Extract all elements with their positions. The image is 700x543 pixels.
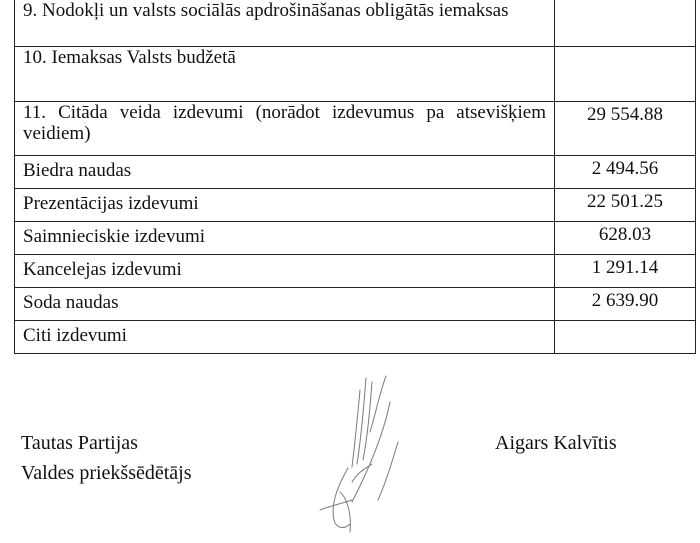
row-label-office: Kancelejas izdevumi <box>15 255 555 288</box>
table-row <box>15 189 696 222</box>
signatory-position: Valdes priekšsēdētājs <box>21 462 192 484</box>
table-row <box>15 321 696 354</box>
row-label-taxes: 9. Nodokļi un valsts sociālās apdrošināšanas obligātās iemaksas <box>15 0 555 47</box>
row-label-membership-fees: Biedra naudas <box>15 156 555 189</box>
row-value-other <box>555 321 696 354</box>
row-value-membership-fees: 2 494.56 <box>555 156 696 189</box>
handwritten-signature <box>300 372 420 537</box>
table-row <box>15 222 696 255</box>
row-value-other-expenses: 29 554.88 <box>555 102 696 156</box>
row-value-fines: 2 639.90 <box>555 288 696 321</box>
signatory-organization: Tautas Partijas <box>21 432 138 454</box>
signatory-name: Aigars Kalvītis <box>495 432 617 454</box>
table-row <box>15 47 696 102</box>
table-row <box>15 255 696 288</box>
table-row <box>15 0 696 47</box>
table-row <box>15 288 696 321</box>
expense-table <box>14 0 696 354</box>
row-label-representation: Prezentācijas izdevumi <box>15 189 555 222</box>
row-value-household: 628.03 <box>555 222 696 255</box>
row-value-state-budget <box>555 47 696 102</box>
row-label-other-expenses: 11. Citāda veida izdevumi (norādot izdevumus pa atsevišķiem veidiem) <box>15 102 555 156</box>
row-value-office: 1 291.14 <box>555 255 696 288</box>
row-label-fines: Soda naudas <box>15 288 555 321</box>
table-row <box>15 102 696 156</box>
row-value-taxes <box>555 0 696 47</box>
row-label-other: Citi izdevumi <box>15 321 555 354</box>
signatory-title-block <box>21 428 192 488</box>
row-value-representation: 22 501.25 <box>555 189 696 222</box>
table-row <box>15 156 696 189</box>
row-label-household: Saimnieciskie izdevumi <box>15 222 555 255</box>
row-label-state-budget: 10. Iemaksas Valsts budžetā <box>15 47 555 102</box>
